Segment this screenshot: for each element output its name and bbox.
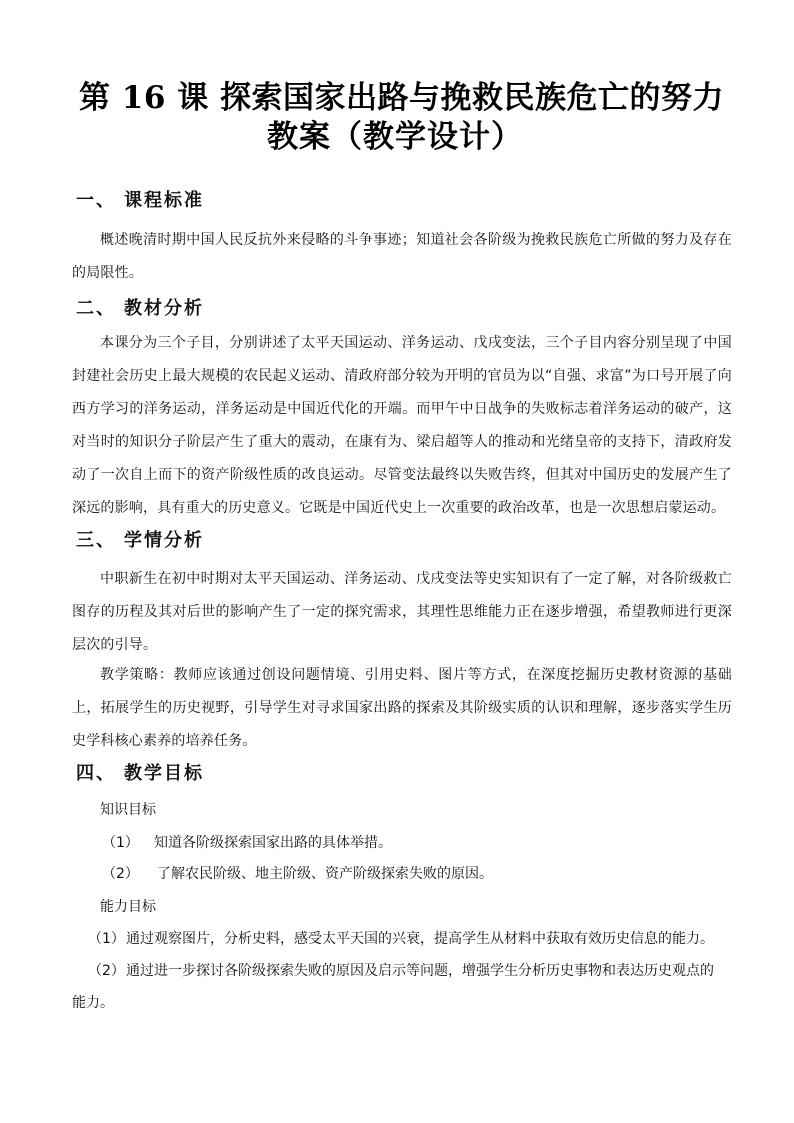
item-marker: （2） [88, 963, 125, 979]
section-number: 三、 [76, 530, 116, 551]
paragraph-learner: 中职新生在初中时期对太平天国运动、洋务运动、戊戌变法等史实知识有了一定了解，对各阶级救亡图存的历程及其对后世的影响产生了一定的探究需求，其理性思维能力正在逐步增强，希望教师进行更深层次的引导。 [72, 571, 732, 653]
ability-objective-label: 能力目标 [100, 899, 156, 915]
section-title: 教学目标 [124, 763, 204, 784]
paragraph-strategy: 教学策略：教师应该通过创设问题情境、引用史料、图片等方式，在深度挖掘历史教材资源的基础上，拓展学生的历史视野，引导学生对寻求国家出路的探索及其阶级实质的认识和理解，逐步落实学生历史学科核心素养的培养任务。 [72, 667, 732, 749]
paragraph-standard: 概述晚清时期中国人民反抗外来侵略的斗争事迹；知道社会各阶级为挽救民族危亡所做的努力及存在的局限性。 [72, 232, 732, 281]
section-title: 学情分析 [124, 530, 204, 551]
item-marker: （1） [102, 835, 139, 851]
section-number: 一、 [76, 190, 116, 211]
document-title-line2: 教案（教学设计） [267, 119, 523, 155]
section-heading-standard [76, 188, 204, 214]
section-title: 课程标准 [124, 190, 204, 211]
item-text: 能力。 [72, 995, 114, 1011]
ability-objective-item [88, 960, 714, 982]
item-text: 知道各阶级探索国家出路的具体举措。 [154, 835, 392, 851]
ability-objective-item [88, 928, 714, 950]
section-heading-material [76, 296, 204, 322]
knowledge-objective-item [102, 832, 392, 854]
item-marker: （1） [88, 931, 125, 947]
section-heading-objectives [76, 761, 204, 787]
item-text: 了解农民阶级、地主阶级、资产阶级探索失败的原因。 [157, 866, 493, 882]
section-number: 二、 [76, 298, 116, 319]
item-marker: （2） [102, 866, 139, 882]
ability-objective-item-continued [72, 992, 114, 1014]
section-number: 四、 [76, 763, 116, 784]
knowledge-objective-item [102, 863, 493, 885]
section-heading-learner [76, 528, 204, 554]
document-title-line1: 第 16 课 探索国家出路与挽救民族危亡的努力 [79, 80, 725, 116]
item-text: 通过进一步探讨各阶级探索失败的原因及启示等问题，增强学生分析历史事物和表达历史观点的 [126, 963, 714, 979]
paragraph-material: 本课分为三个子目，分别讲述了太平天国运动、洋务运动、戊戌变法，三个子目内容分别呈现了中国封建社会历史上最大规模的农民起义运动、清政府部分较为开明的官员为以“自强、求富”为口号开展了向西方学习的洋务运动，洋务运动是中国近代化的开端。而甲午中日战争的失败标志着洋务运动的破产，这对当时的知识分子阶层产生了重大的震动，在康有为、梁启超等人的推动和光绪皇帝的支持下，清政府发动了一次自上而下的资产阶级性质的改良运动。尽管变法最终以失败告终，但其对中国历史的发展产生了深远的影响，具有重大的历史意义。它既是中国近代史上一次重要的政治改革，也是一次思想启蒙运动。 [72, 335, 732, 516]
item-text: 通过观察图片，分析史料，感受太平天国的兴衰，提高学生从材料中获取有效历史信息的能力。 [126, 931, 714, 947]
knowledge-objective-label: 知识目标 [100, 802, 156, 818]
section-title: 教材分析 [124, 298, 204, 319]
